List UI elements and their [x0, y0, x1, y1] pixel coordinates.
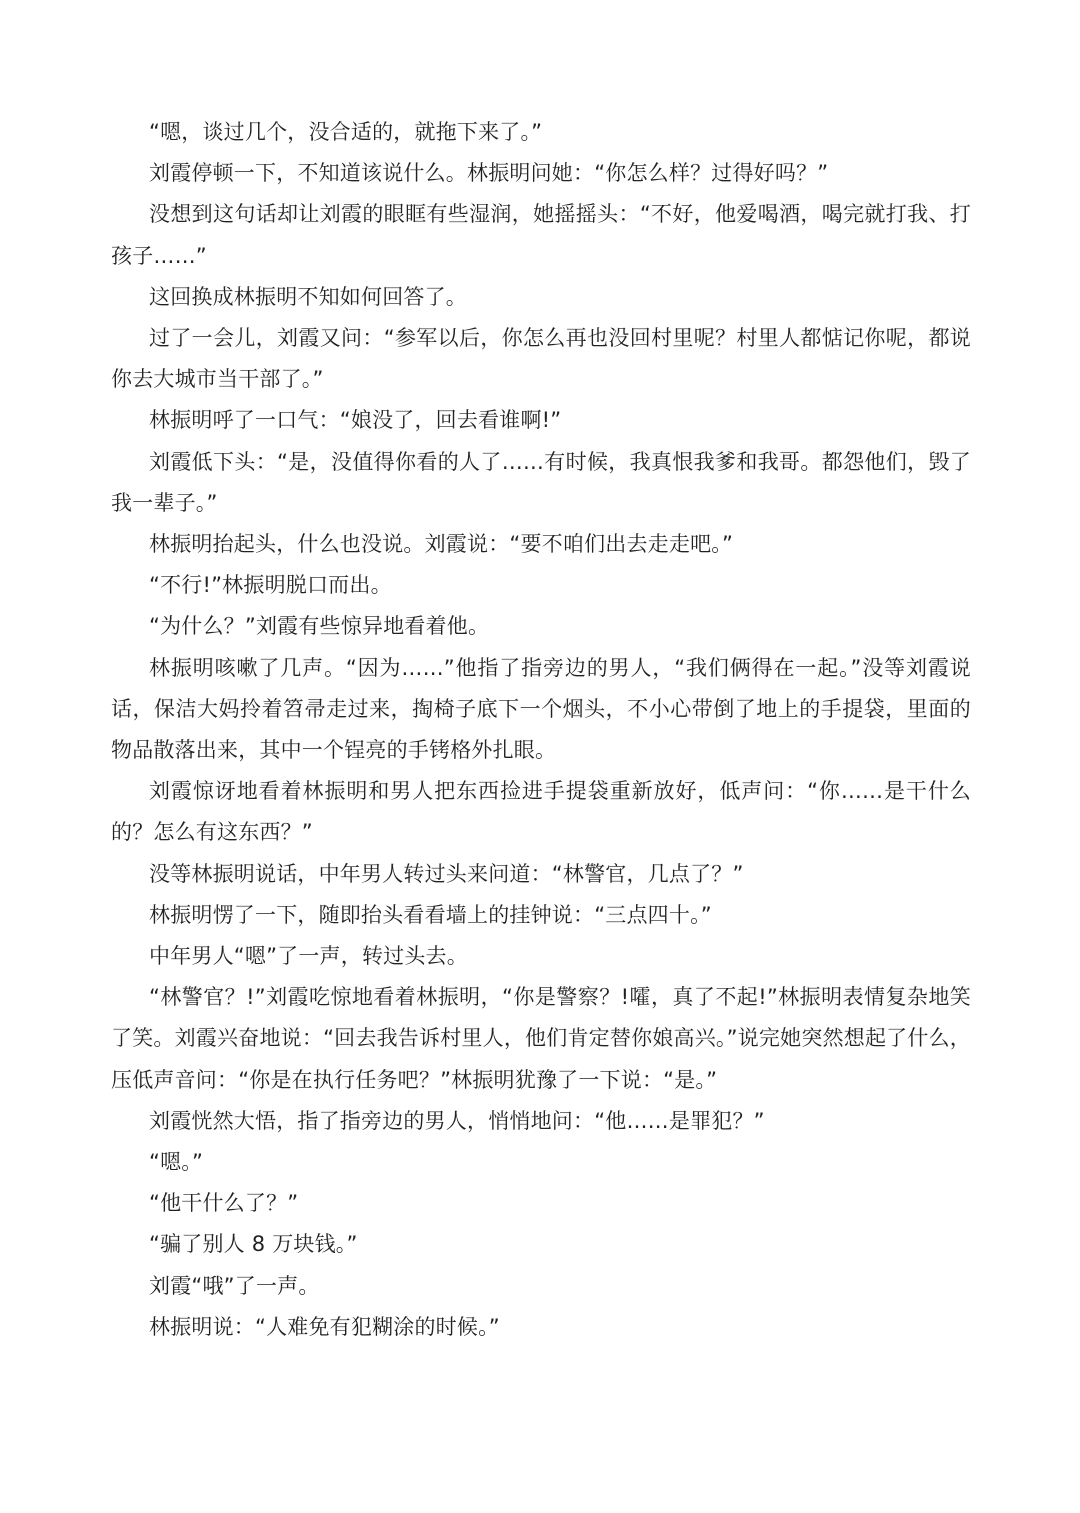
paragraph: “为什么？”刘霞有些惊异地看着他。	[149, 614, 490, 639]
paragraph: 没想到这句话却让刘霞的眼眶有些湿润，她摇摇头：“不好，他爱喝酒，喝完就打我、打孩子……”	[111, 202, 971, 268]
paragraph: 刘霞惊讶地看着林振明和男人把东西捡进手提袋重新放好，低声问：“你……是干什么的？怎么有这东西？”	[111, 779, 971, 845]
paragraph: 林振明愣了一下，随即抬头看看墙上的挂钟说：“三点四十。”	[149, 902, 712, 927]
paragraph: “嗯。”	[149, 1150, 204, 1175]
paragraph: “不行!”林振明脱口而出。	[149, 573, 392, 598]
paragraph: 没等林振明说话，中年男人转过头来问道：“林警官，几点了？”	[149, 861, 744, 886]
paragraph: 林振明抬起头，什么也没说。刘霞说：“要不咱们出去走走吧。”	[149, 532, 734, 557]
paragraph: 刘霞低下头：“是，没值得你看的人了……有时候，我真恨我爹和我哥。都怨他们，毁了我一辈子。”	[111, 449, 971, 515]
paragraph: “骗了别人 8 万块钱。”	[149, 1232, 358, 1257]
story-text	[111, 112, 971, 1348]
paragraph: 这回换成林振明不知如何回答了。	[149, 284, 467, 309]
paragraph: 过了一会儿，刘霞又问：“参军以后，你怎么再也没回村里呢？村里人都惦记你呢，都说你去大城市当干部了。”	[111, 326, 971, 392]
paragraph: 刘霞停顿一下，不知道该说什么。林振明问她：“你怎么样？过得好吗？”	[149, 161, 829, 186]
paragraph: 刘霞“哦”了一声。	[149, 1273, 320, 1298]
paragraph: 林振明呼了一口气：“娘没了，回去看谁啊!”	[149, 408, 562, 433]
paragraph: “他干什么了？”	[149, 1191, 299, 1216]
paragraph: 刘霞恍然大悟，指了指旁边的男人，悄悄地问：“他……是罪犯？”	[149, 1108, 765, 1133]
paragraph: “林警官？!”刘霞吃惊地看着林振明，“你是警察？!嚯，真了不起!”林振明表情复杂地笑了笑。刘霞兴奋地说：“回去我告诉村里人，他们肯定替你娘高兴。”说完她突然想起了什么，压低声音问：“你是在执行任务吧？”林振明犹豫了一下说：“是。”	[111, 985, 971, 1092]
paragraph: 中年男人“嗯”了一声，转过头去。	[149, 944, 468, 969]
paragraph: “嗯，谈过几个，没合适的，就拖下来了。”	[149, 120, 543, 144]
paragraph: 林振明说：“人难免有犯糊涂的时候。”	[149, 1314, 500, 1339]
paragraph: 林振明咳嗽了几声。“因为……”他指了指旁边的男人，“我们俩得在一起。”没等刘霞说话，保洁大妈拎着笤帚走过来，掏椅子底下一个烟头，不小心带倒了地上的手提袋，里面的物品散落出来，其中一个锃亮的手铐格外扎眼。	[111, 655, 971, 763]
